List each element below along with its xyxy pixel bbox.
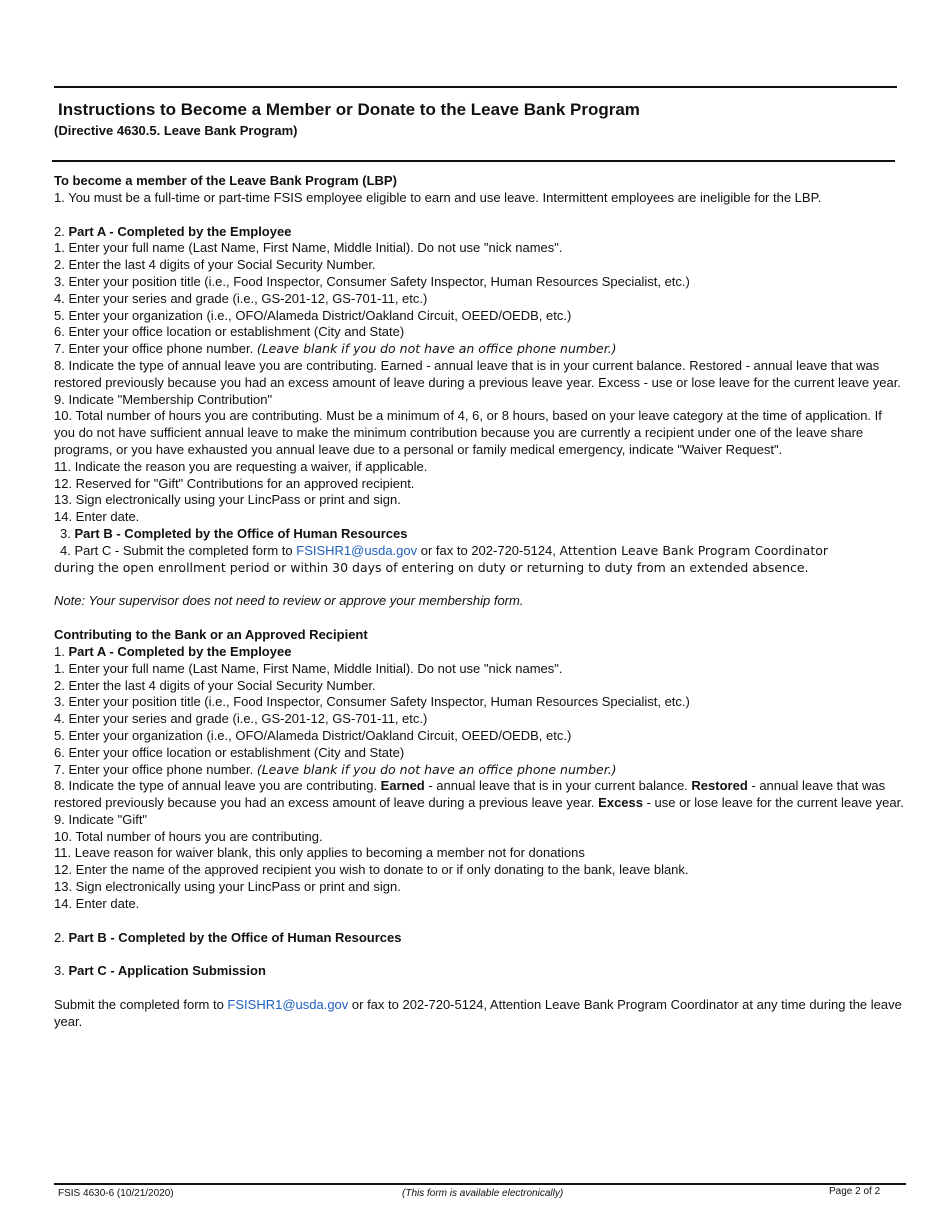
contributing-part-a-heading: 1. Part A - Completed by the Employee — [54, 643, 292, 659]
list-item: 6. Enter your office location or establishment (City and State) — [54, 324, 405, 340]
membership-heading: To become a member of the Leave Bank Program (LBP) — [54, 173, 397, 188]
header-top-rule — [54, 86, 897, 88]
list-item: 6. Enter your office location or establishment (City and State) — [54, 744, 405, 760]
availability-note: (This form is available electronically) — [402, 1188, 564, 1199]
list-item: 7. Enter your office phone number. (Leave blank if you do not have an office phone number.) — [54, 761, 617, 777]
list-item: 11. Indicate the reason you are requesting a waiver, if applicable. — [54, 458, 428, 474]
contributing-part-c-heading: 3. Part C - Application Submission — [54, 963, 266, 979]
list-item: 5. Enter your organization (i.e., OFO/Alameda District/Oakland Circuit, OEED/OEDB, etc.) — [54, 727, 572, 743]
membership-part-a-heading: 2. Part A - Completed by the Employee — [54, 223, 292, 239]
list-item: 8. Indicate the type of annual leave you are contributing. Earned - annual leave that is in your current balance. Restored - annual leave that was restored previously because you had an excess amount of leave during a previous leave year. Excess - use or lose leave for the current leave year. — [54, 357, 901, 390]
page-number: Page 2 of 2 — [829, 1186, 881, 1197]
list-item: 12. Reserved for "Gift" Contributions for an approved recipient. — [54, 475, 415, 491]
list-item: 1. Enter your full name (Last Name, First Name, Middle Initial). Do not use "nick names". — [54, 240, 563, 256]
list-item: 9. Indicate "Gift" — [54, 811, 148, 827]
list-item: 10. Total number of hours you are contributing. Must be a minimum of 4, 6, or 8 hours, based on your leave category at the time of application. If you do not have sufficient annual leave to make the minimum contribution because you are currently a recipient under one of the leave share programs, or you have exhausted you annual leave due to a personal or family medical emergency, indicate "Waiver Request". — [54, 408, 882, 457]
list-item: 7. Enter your office phone number. (Leave blank if you do not have an office phone number.) — [54, 341, 617, 357]
list-item: 13. Sign electronically using your LincPass or print and sign. — [54, 492, 401, 508]
list-item: 11. Leave reason for waiver blank, this only applies to becoming a member not for donations — [54, 845, 585, 861]
instructions-body — [54, 173, 904, 1031]
supervisor-note: Note: Your supervisor does not need to review or approve your membership form. — [54, 593, 524, 609]
eligibility-text: 1. You must be a full-time or part-time FSIS employee eligible to earn and use leave. Intermittent employees are ineligible for the LBP. — [54, 189, 822, 205]
footer-rule — [54, 1183, 906, 1185]
list-item: 3. Enter your position title (i.e., Food Inspector, Consumer Safety Inspector, Human Resources Specialist, etc.) — [54, 694, 690, 710]
form-number: FSIS 4630-6 (10/21/2020) — [58, 1188, 174, 1199]
header-bottom-rule — [52, 160, 895, 162]
contributing-part-b-heading: 2. Part B - Completed by the Office of Human Resources — [54, 929, 402, 945]
list-item: 8. Indicate the type of annual leave you are contributing. Earned - annual leave that is in your current balance. Restored - annual leave that was restored previously because you had an excess amount of leave during a previous leave year. Excess - use or lose leave for the current leave year. — [54, 778, 904, 811]
list-item: 10. Total number of hours you are contributing. — [54, 828, 323, 844]
list-item: 13. Sign electronically using your LincPass or print and sign. — [54, 879, 401, 895]
directive-reference: (Directive 4630.5. Leave Bank Program) — [54, 123, 298, 138]
membership-part-c-continued: during the open enrollment period or within 30 days of entering on duty or returning to duty from an extended absence. — [54, 559, 809, 575]
list-item: 3. Enter your position title (i.e., Food Inspector, Consumer Safety Inspector, Human Resources Specialist, etc.) — [54, 273, 690, 289]
list-item: 14. Enter date. — [54, 509, 140, 525]
submission-instructions: Submit the completed form to FSISHR1@usda.gov or fax to 202-720-5124, Attention Leave Bank Program Coordinator at any time during the leave year. — [54, 997, 902, 1030]
list-item: 1. Enter your full name (Last Name, First Name, Middle Initial). Do not use "nick names". — [54, 660, 563, 676]
list-item: 5. Enter your organization (i.e., OFO/Alameda District/Oakland Circuit, OEED/OEDB, etc.) — [54, 307, 572, 323]
list-item: 12. Enter the name of the approved recipient you wish to donate to or if only donating to the bank, leave blank. — [54, 862, 689, 878]
list-item: 9. Indicate "Membership Contribution" — [54, 391, 273, 407]
email-link[interactable]: FSISHR1@usda.gov — [227, 997, 349, 1013]
page-title: Instructions to Become a Member or Donate to the Leave Bank Program — [58, 100, 640, 119]
list-item: 4. Enter your series and grade (i.e., GS-201-12, GS-701-11, etc.) — [54, 290, 428, 306]
list-item: 14. Enter date. — [54, 895, 140, 911]
membership-part-b-heading: 3. Part B - Completed by the Office of Human Resources — [60, 525, 408, 541]
contributing-heading: Contributing to the Bank or an Approved Recipient — [54, 627, 368, 643]
list-item: 2. Enter the last 4 digits of your Social Security Number. — [54, 677, 376, 693]
list-item: 2. Enter the last 4 digits of your Social Security Number. — [54, 257, 376, 273]
membership-part-c: 4. Part C - Submit the completed form to FSISHR1@usda.gov or fax to 202-720-5124, Attention Leave Bank Program Coordinator — [60, 542, 829, 558]
email-link[interactable]: FSISHR1@usda.gov — [296, 542, 418, 558]
list-item: 4. Enter your series and grade (i.e., GS-201-12, GS-701-11, etc.) — [54, 711, 428, 727]
